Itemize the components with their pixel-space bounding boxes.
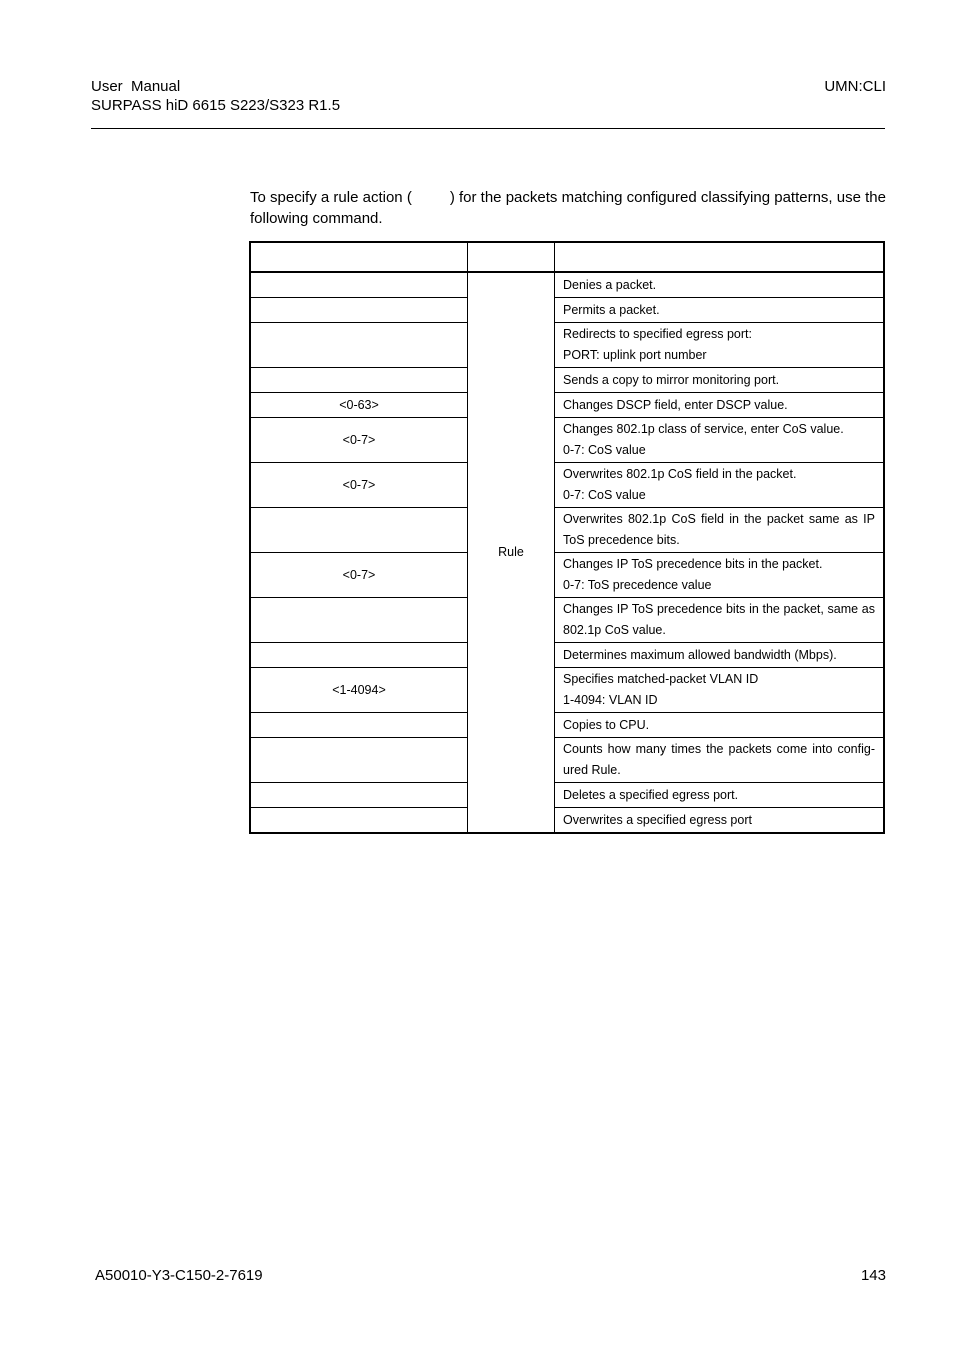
page-number: 143 bbox=[860, 1267, 886, 1284]
param-cell: <0-7> bbox=[250, 418, 468, 463]
desc-cell bbox=[555, 508, 885, 553]
table-row bbox=[250, 368, 884, 393]
table-row bbox=[250, 668, 884, 713]
desc-line: Overwrites a specified egress port bbox=[563, 812, 752, 827]
table-row bbox=[250, 272, 884, 298]
desc-cell bbox=[555, 668, 885, 713]
param-cell: <0-7> bbox=[250, 553, 468, 598]
param-cell bbox=[250, 368, 468, 393]
desc-cell bbox=[555, 553, 885, 598]
table-row bbox=[250, 783, 884, 808]
desc-line: Overwrites 802.1p CoS field in the packet. bbox=[563, 467, 797, 481]
table-row bbox=[250, 323, 884, 368]
intro-text-end: ) for the packets matching configured classifying patterns, use the following command. bbox=[250, 189, 886, 227]
desc-cell bbox=[555, 272, 885, 298]
header-divider bbox=[91, 128, 885, 129]
desc-cell bbox=[555, 598, 885, 643]
param-cell bbox=[250, 598, 468, 643]
param-cell bbox=[250, 643, 468, 668]
doc-id: A50010-Y3-C150-2-7619 bbox=[95, 1267, 263, 1284]
table-row bbox=[250, 553, 884, 598]
table-row bbox=[250, 643, 884, 668]
param-cell bbox=[250, 508, 468, 553]
desc-line: Copies to CPU. bbox=[563, 717, 650, 732]
section-label: UMN:CLI bbox=[824, 78, 886, 95]
desc-cell bbox=[555, 738, 885, 783]
desc-line: Changes DSCP field, enter DSCP value. bbox=[563, 397, 788, 412]
table-row bbox=[250, 598, 884, 643]
desc-cell bbox=[555, 323, 885, 368]
param-cell bbox=[250, 323, 468, 368]
param-cell bbox=[250, 298, 468, 323]
param-cell: <1-4094> bbox=[250, 668, 468, 713]
desc-cell bbox=[555, 393, 885, 418]
desc-line: 0-7: CoS value bbox=[563, 488, 646, 502]
desc-cell bbox=[555, 643, 885, 668]
table-row bbox=[250, 508, 884, 553]
table-row bbox=[250, 713, 884, 738]
desc-line: 0-7: CoS value bbox=[563, 443, 646, 457]
table-row bbox=[250, 418, 884, 463]
header-cell-description bbox=[555, 242, 885, 272]
header-cell-mode bbox=[468, 242, 555, 272]
desc-line: Changes IP ToS precedence bits in the packet, same as 802.1p CoS value. bbox=[563, 602, 875, 637]
param-cell bbox=[250, 738, 468, 783]
table-header-row bbox=[250, 242, 884, 272]
table-row bbox=[250, 463, 884, 508]
command-table bbox=[249, 241, 885, 834]
desc-cell bbox=[555, 713, 885, 738]
table-row bbox=[250, 393, 884, 418]
mode-cell: Rule bbox=[468, 272, 555, 833]
desc-line: Deletes a specified egress port. bbox=[563, 787, 739, 802]
desc-line: PORT: uplink port number bbox=[563, 348, 707, 362]
desc-line: 0-7: ToS precedence value bbox=[563, 578, 712, 592]
param-cell: <0-7> bbox=[250, 463, 468, 508]
table-row bbox=[250, 738, 884, 783]
intro-paragraph bbox=[250, 187, 886, 229]
desc-cell bbox=[555, 298, 885, 323]
param-cell bbox=[250, 713, 468, 738]
desc-line: Denies a packet. bbox=[563, 277, 657, 292]
desc-line: Counts how many times the packets come into config-ured Rule. bbox=[563, 742, 875, 777]
param-cell bbox=[250, 783, 468, 808]
desc-line: Specifies matched-packet VLAN ID bbox=[563, 672, 759, 686]
desc-cell bbox=[555, 808, 885, 834]
desc-cell bbox=[555, 418, 885, 463]
intro-text-start: To specify a rule action ( bbox=[250, 189, 412, 206]
desc-line: Redirects to specified egress port: bbox=[563, 327, 752, 341]
desc-line: Permits a packet. bbox=[563, 302, 660, 317]
desc-cell bbox=[555, 368, 885, 393]
page-header-left bbox=[91, 77, 340, 115]
param-cell bbox=[250, 808, 468, 834]
desc-line: Overwrites 802.1p CoS field in the packet same as IP ToS precedence bits. bbox=[563, 512, 875, 547]
param-cell: <0-63> bbox=[250, 393, 468, 418]
desc-line: Determines maximum allowed bandwidth (Mbps). bbox=[563, 647, 837, 662]
desc-line: Sends a copy to mirror monitoring port. bbox=[563, 372, 780, 387]
desc-line: Changes 802.1p class of service, enter CoS value. bbox=[563, 422, 844, 436]
desc-line: Changes IP ToS precedence bits in the packet. bbox=[563, 557, 823, 571]
table-row bbox=[250, 808, 884, 834]
doc-title: User Manual bbox=[91, 78, 181, 95]
table-row bbox=[250, 298, 884, 323]
desc-cell bbox=[555, 463, 885, 508]
header-cell-command bbox=[250, 242, 468, 272]
desc-cell bbox=[555, 783, 885, 808]
param-cell bbox=[250, 272, 468, 298]
product-name: SURPASS hiD 6615 S223/S323 R1.5 bbox=[91, 97, 341, 114]
desc-line: 1-4094: VLAN ID bbox=[563, 693, 658, 707]
